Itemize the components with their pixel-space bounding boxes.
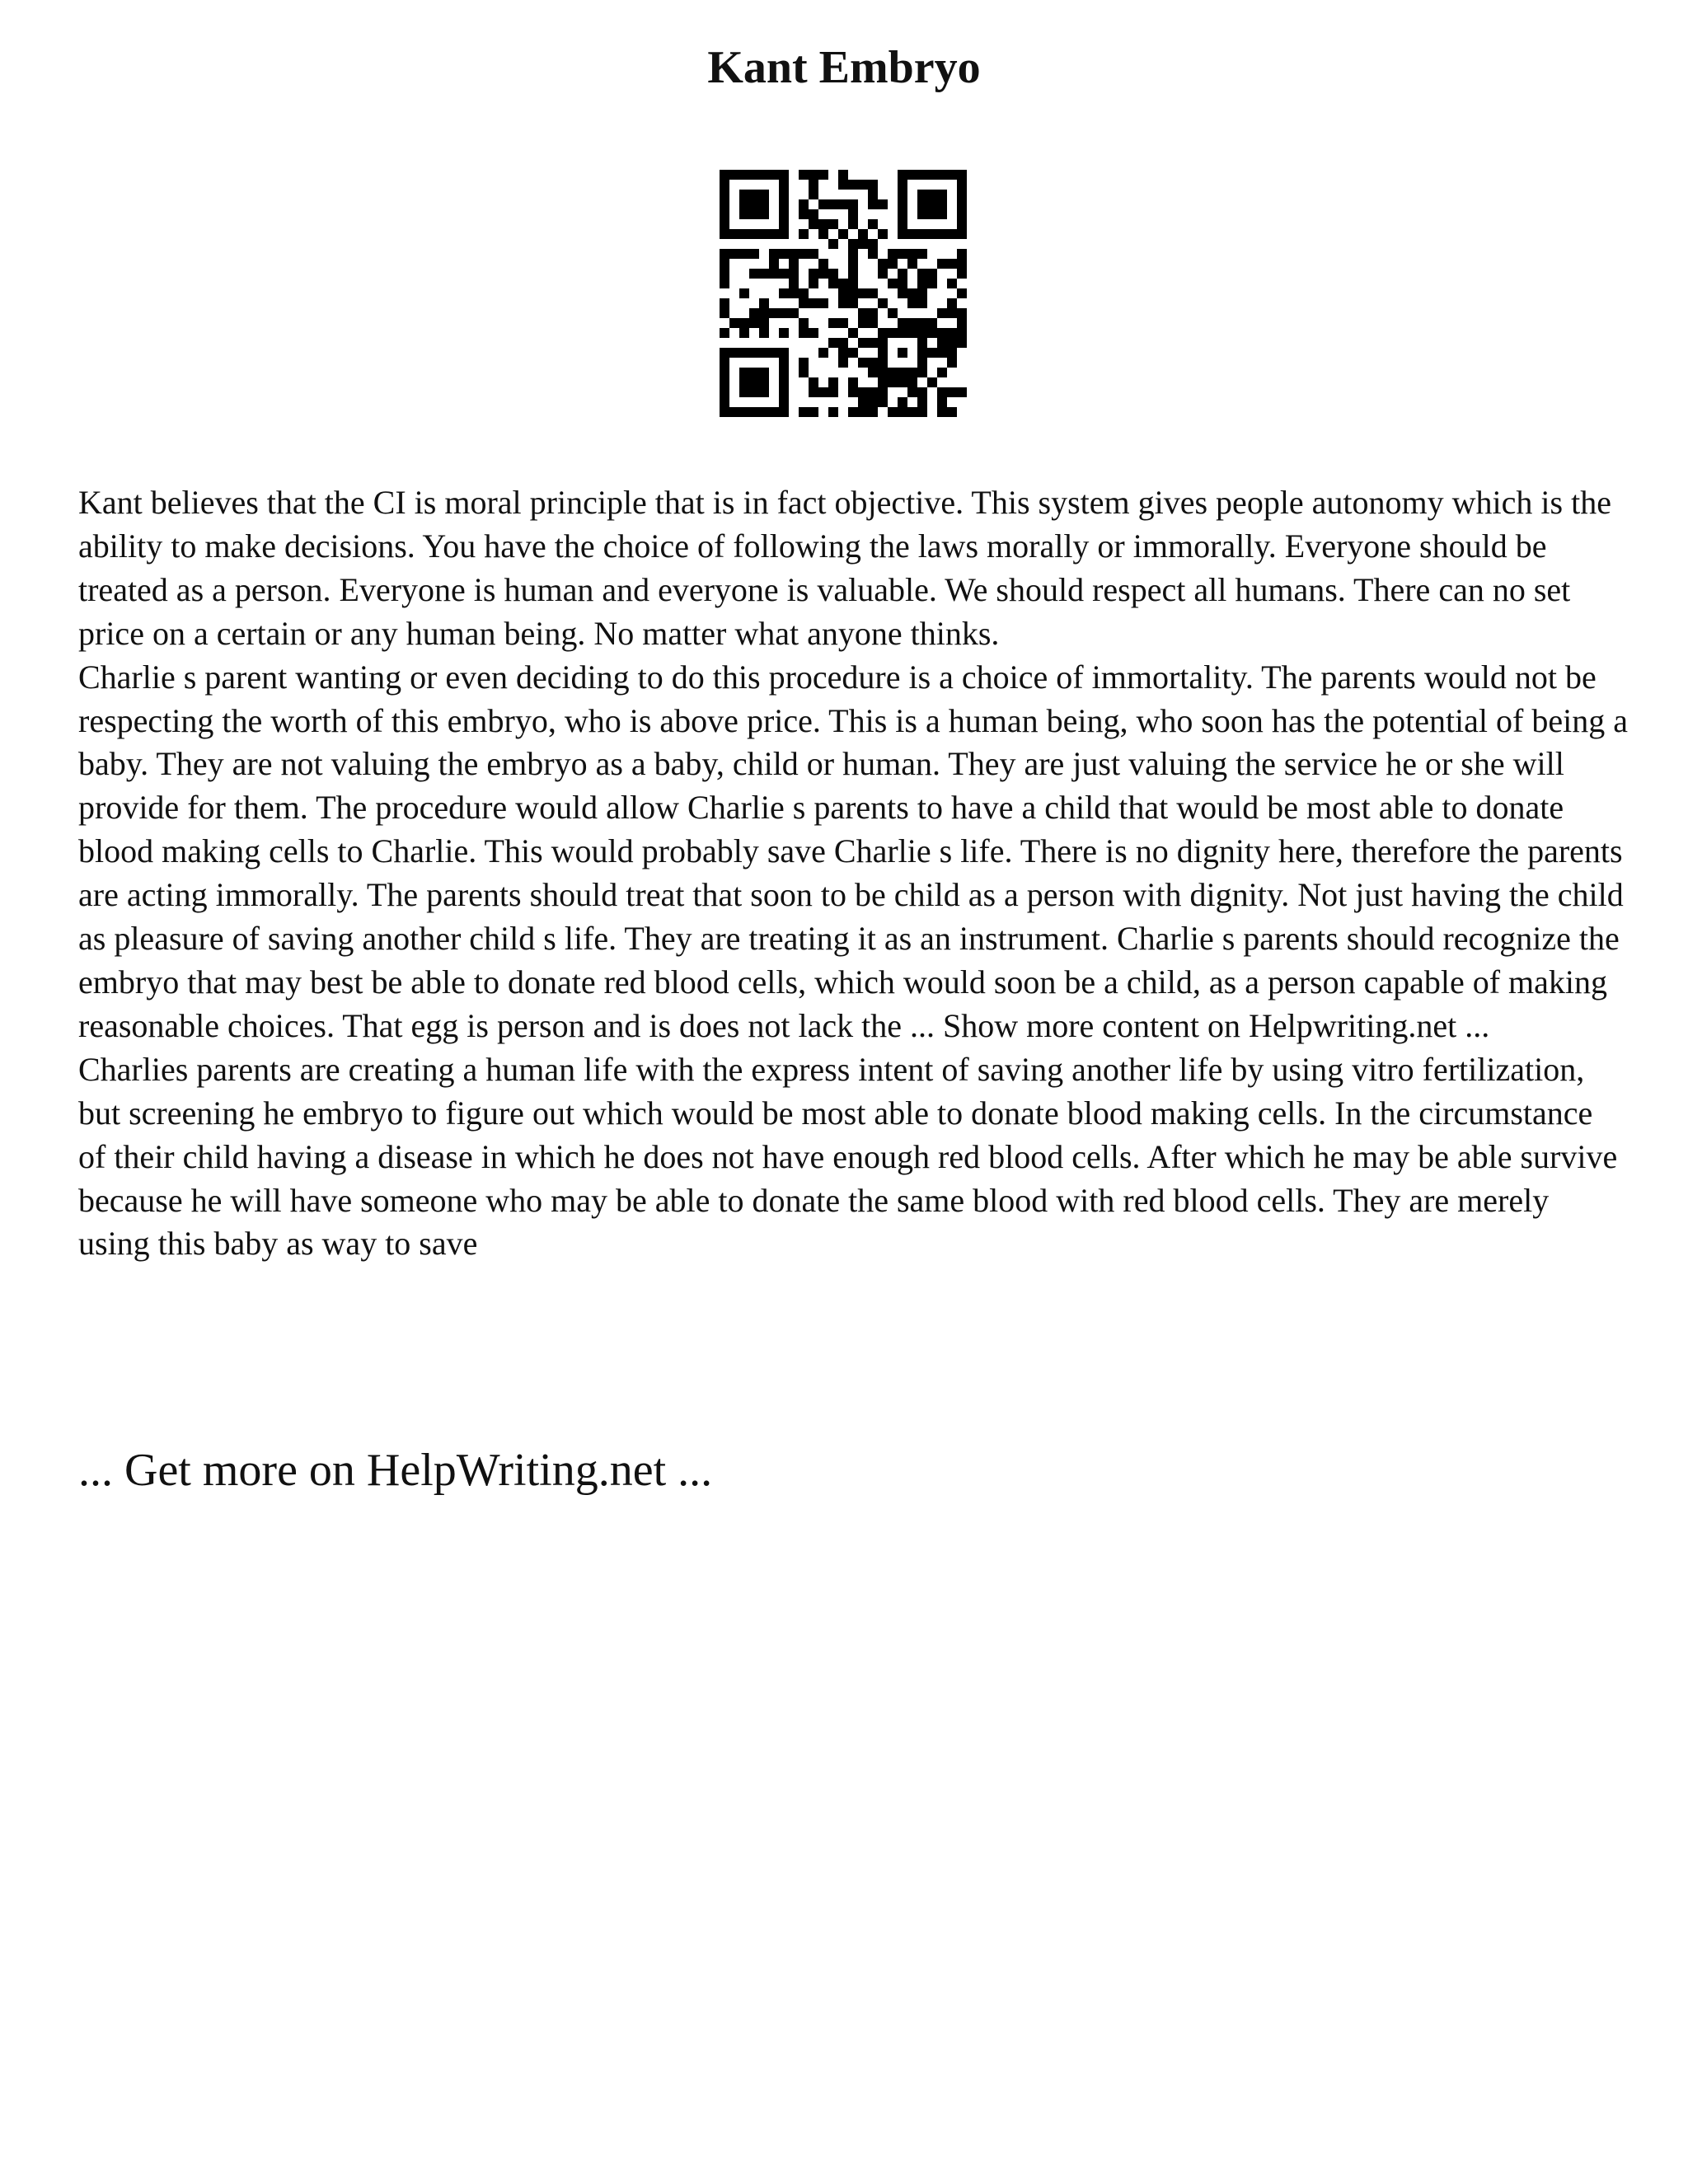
article-paragraph: Kant believes that the CI is moral principle that is in fact objective. This system gives people autonomy which is the ability to make decisions. You have the choice of following the laws morally or immorally. Everyone should be treated as a person. Everyone is human and everyone is valuable. We should respect all humans. There can no set price on a certain or any human being. No matter what anyone thinks.: [78, 484, 1611, 652]
article-body: [78, 481, 1628, 1266]
page-title: Kant Embryo: [707, 42, 981, 93]
get-more-link[interactable]: ... Get more on HelpWriting.net ...: [78, 1445, 713, 1496]
article-paragraph: Charlies parents are creating a human life with the express intent of saving another life by using vitro fertilization, but screening he embryo to figure out which would be most able to donate blood making cells. In the circumstance of their child having a disease in which he does not have enough red blood cells. After which he may be able survive because he will have someone who may be able to donate the same blood with red blood cells. They are merely using this baby as way to save: [78, 1050, 1618, 1263]
qr-code-icon: [720, 170, 967, 417]
article-paragraph: Charlie s parent wanting or even deciding to do this procedure is a choice of immortality. The parents would not be respecting the worth of this embryo, who is above price. This is a human being, who soon has the potential of being a baby. They are not valuing the embryo as a baby, child or human. They are just valuing the service he or she will provide for them. The procedure would allow Charlie s parents to have a child that would be most able to donate blood making cells to Charlie. This would probably save Charlie s life. There is no dignity here, therefore the parents are acting immorally. The parents should treat that soon to be child as a person with dignity. Not just having the child as pleasure of saving another child s life. They are treating it as an instrument. Charlie s parents should recognize the embryo that may best be able to donate red blood cells, which would soon be a child, as a person capable of making reasonable choices. That egg is person and is does not lack the ... Show more content on Helpwriting.net ...: [78, 658, 1628, 1044]
